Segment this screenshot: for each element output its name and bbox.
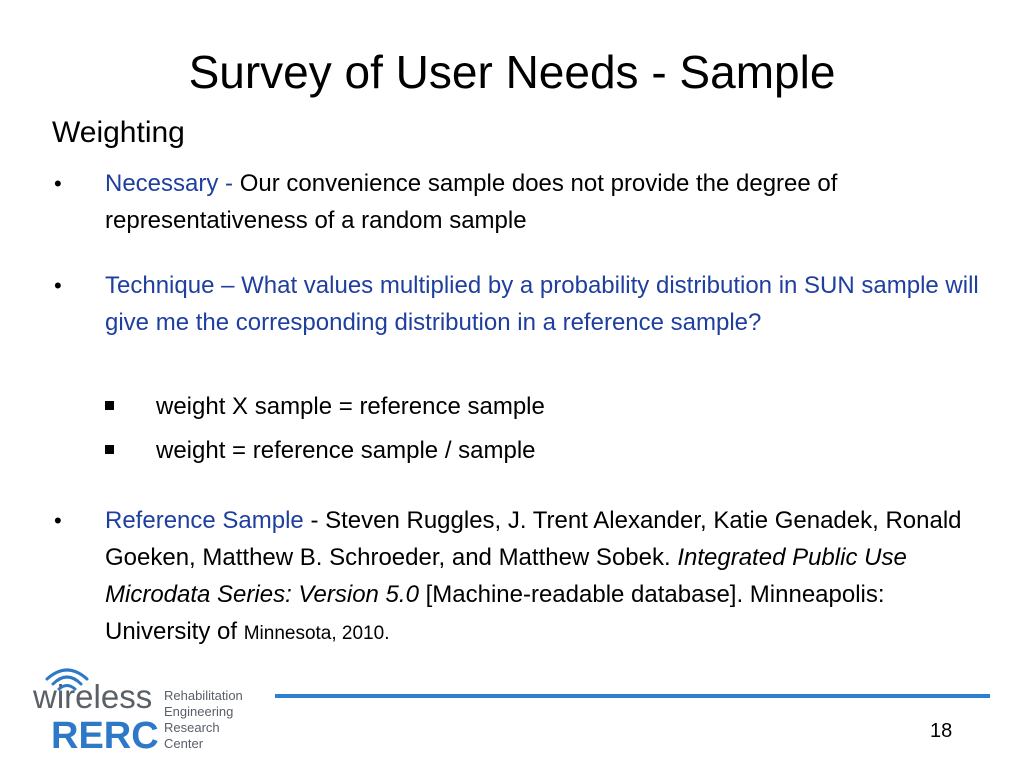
square-bullet-icon [105, 401, 114, 410]
logo-line-engineering: Engineering [164, 704, 234, 719]
logo-line-rehabilitation: Rehabilitation [164, 688, 243, 703]
bullet-reference-sample [54, 502, 985, 652]
bullet-text-small: Minnesota, 2010. [243, 623, 390, 644]
logo-rerc-text: RERC [51, 715, 159, 756]
logo-line-center: Center [164, 736, 204, 751]
bullet-text: Our convenience sample does not provide the degree of representativeness of a random sample [105, 170, 838, 234]
bullet-text-a: - Steven Ruggles, J. Trent Alexander, Katie Genadek, Ronald Goeken, Matthew B. Schroeder, and Matthew Sobek. [105, 507, 962, 571]
subbullet-1 [156, 388, 545, 425]
bullet-marker: • [54, 508, 62, 533]
bullet-label: Necessary - [105, 170, 240, 197]
logo-wireless-text: wireless [33, 678, 153, 715]
bullet-text: Technique – What values multiplied by a probability distribution in SUN sample will give me the corresponding distribution in a reference sample? [105, 272, 979, 336]
bullet-marker: • [54, 171, 62, 196]
footer-rule [275, 694, 990, 698]
slide-title: Survey of User Needs - Sample [188, 46, 836, 98]
subheading: Weighting [52, 116, 185, 149]
square-bullet-icon [105, 445, 114, 454]
bullet-necessary [54, 165, 985, 239]
logo-line-research: Research [164, 720, 220, 735]
bullet-label: Reference Sample [105, 507, 304, 534]
bullet-technique [54, 267, 985, 341]
page-number: 18 [930, 720, 953, 742]
wireless-rerc-logo [33, 660, 263, 756]
subbullet-2 [156, 432, 536, 469]
bullet-italic-title: Integrated Public Use Microdata Series: Version 5.0 [105, 544, 907, 608]
subbullet-text: weight X sample = reference sample [156, 393, 545, 420]
bullet-marker: • [54, 273, 62, 298]
subbullet-text: weight = reference sample / sample [156, 437, 536, 464]
bullet-text-b: [Machine-readable database]. Minneapolis: University of [105, 581, 885, 645]
